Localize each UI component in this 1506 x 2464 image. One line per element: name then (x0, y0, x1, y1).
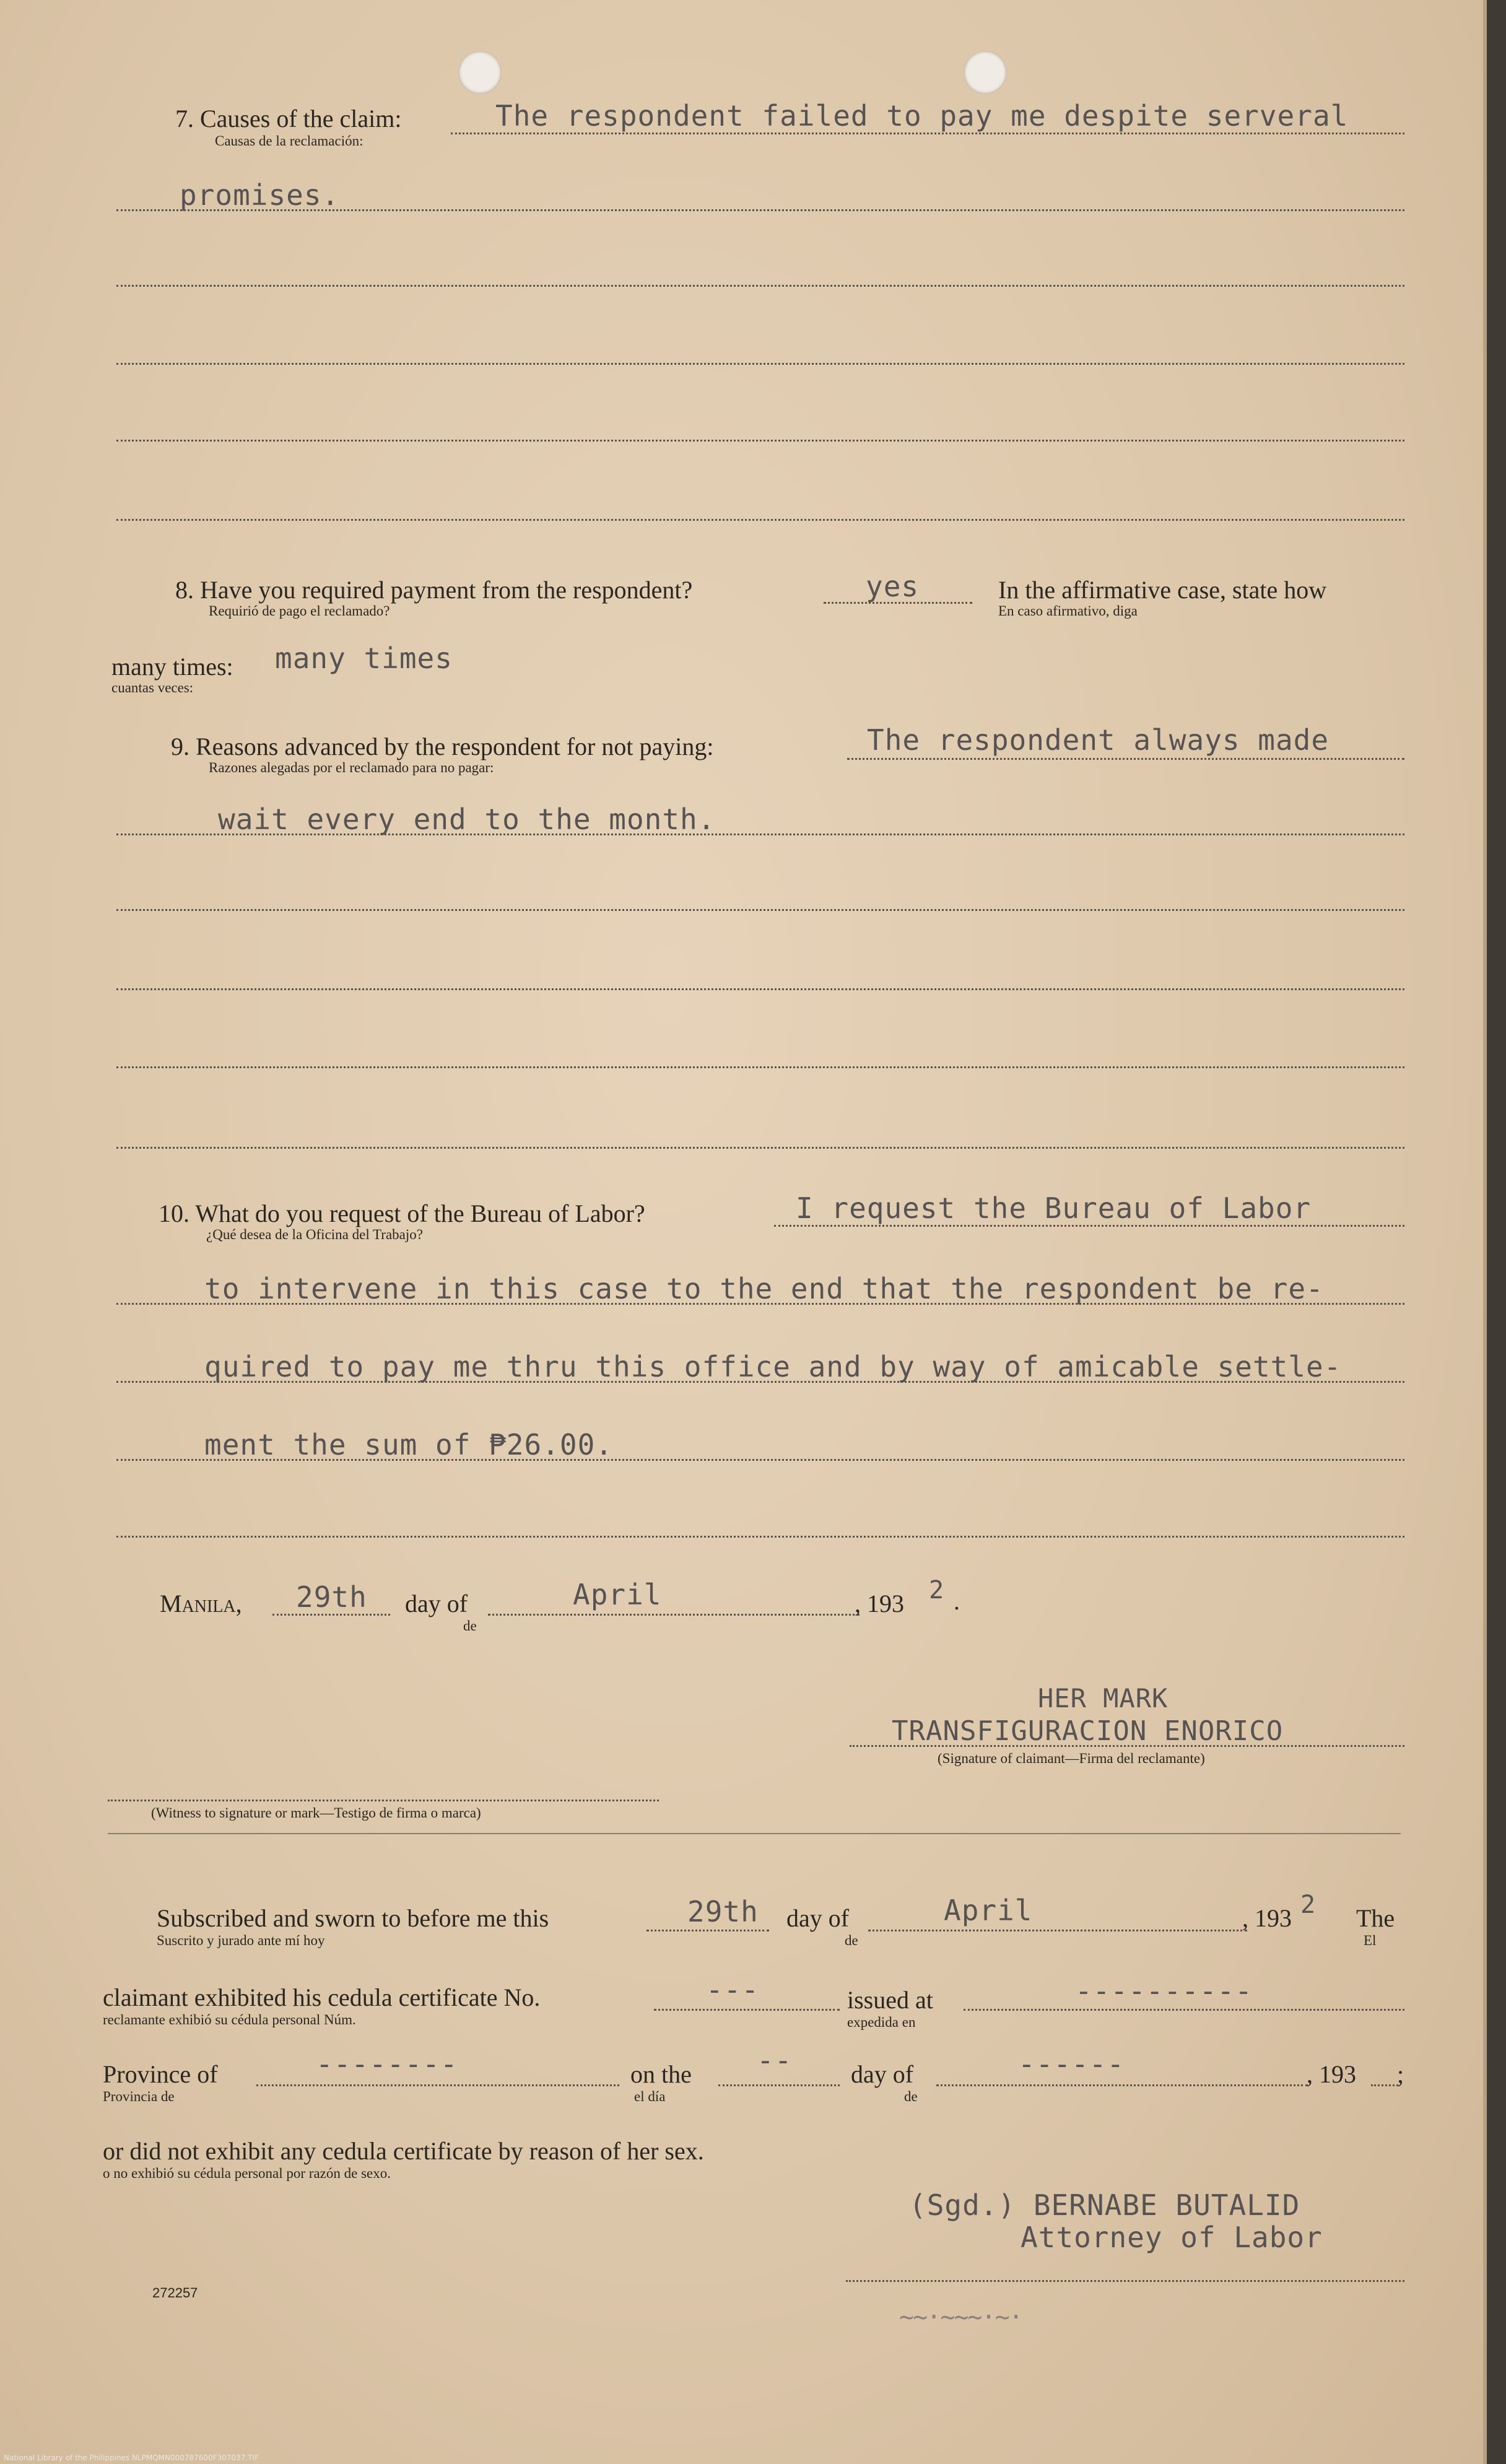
q8-answer: yes (866, 570, 920, 603)
q9-answer-line-1 (847, 758, 1404, 760)
q7-blank-line-5 (116, 440, 1404, 442)
q9-sublabel: Razones alegadas por el reclamado para no pagar: (209, 760, 494, 775)
q7-blank-line-3 (116, 285, 1404, 287)
q8-label: 8. Have you required payment from the respondent? (175, 576, 693, 604)
witness-caption: (Witness to signature or mark—Testigo de firma o marca) (151, 1805, 481, 1821)
claimant-caption: (Signature of claimant—Firma del reclamante) (938, 1751, 1205, 1766)
punch-hole-right (964, 51, 1007, 94)
q8-sublabel: Requirió de pago el reclamado? (209, 603, 390, 619)
q8-affirmative-sub: En caso afirmativo, diga (998, 603, 1138, 619)
claimant-mark: HER MARK (1038, 1683, 1169, 1713)
dateline-month: April (573, 1578, 662, 1611)
jurat-issued-at: issued at (847, 1986, 933, 2014)
q7-answer-1: The respondent failed to pay me despite serveral (495, 99, 1349, 133)
jurat-year2-prefix: , 193 (1307, 2060, 1356, 2088)
q10-answer-4: ment the sum of ₱26.00. (204, 1428, 613, 1461)
jurat-issued-value: ---------- (1075, 1974, 1253, 2008)
section-divider (108, 1833, 1401, 1834)
q9-answer-1: The respondent always made (867, 723, 1330, 757)
dateline-day: 29th (296, 1580, 367, 1614)
jurat-cedula-label: claimant exhibited his cedula certificate No. (103, 1983, 541, 2011)
jurat-on-the-sub: el día (634, 2089, 666, 2104)
jurat-de-2: de (904, 2089, 918, 2104)
q7-label: 7. Causes of the claim: (175, 105, 402, 133)
q10-answer-2: to intervene in this case to the end that the respondent be re- (204, 1272, 1324, 1305)
jurat-year-digit: 2 (1300, 1891, 1317, 1919)
jurat-day: 29th (687, 1895, 759, 1928)
jurat-cedula-sub: reclamante exhibió su cédula personal Núm. (103, 2012, 356, 2027)
claimant-name: TRANSFIGURACION ENORICO (892, 1715, 1284, 1747)
jurat-de: de (845, 1933, 858, 1948)
q8-affirmative: In the affirmative case, state how (998, 576, 1327, 604)
punch-hole-left (458, 51, 502, 94)
q10-answer-3: quired to pay me thru this office and by way of amicable settle- (204, 1350, 1342, 1383)
q9-answer-2: wait every end to the month. (218, 803, 716, 836)
jurat-cedula-line (654, 2009, 840, 2011)
q9-blank-line-6 (116, 1147, 1404, 1149)
q9-blank-line-4 (116, 988, 1404, 990)
claimant-signature-line (850, 1745, 1404, 1747)
jurat-year2-suffix: ; (1397, 2060, 1404, 2088)
q7-answer-line-1 (451, 133, 1404, 134)
jurat-line1-sub: Suscrito y jurado ante mí hoy (157, 1933, 325, 1948)
jurat-on-the-value: -- (757, 2044, 793, 2077)
attorney-signature: (Sgd.) BERNABE BUTALID (909, 2188, 1300, 2222)
jurat-issued-sub: expedida en (847, 2014, 916, 2030)
q7-answer-2: promises. (180, 178, 340, 212)
jurat-province-label: Province of (103, 2060, 218, 2088)
jurat-month-line (868, 1930, 1247, 1931)
q10-answer-1: I request the Bureau of Labor (796, 1191, 1312, 1225)
jurat-province-line (256, 2084, 619, 2086)
q8-times-answer: many times (275, 642, 453, 675)
jurat-day-of-2: day of (851, 2060, 914, 2088)
jurat-day-of-2-line (936, 2084, 1308, 2086)
dateline-year-prefix: , 193 (855, 1590, 904, 1617)
jurat-month: April (944, 1894, 1033, 1927)
dateline-de: de (463, 1618, 477, 1634)
attorney-title: Attorney of Labor (1021, 2221, 1323, 2254)
jurat-no-cedula: or did not exhibit any cedula certificate by reason of her sex. (103, 2137, 704, 2165)
dateline-year-suffix: . (954, 1587, 960, 1615)
jurat-on-the-line (718, 2084, 840, 2086)
q9-blank-line-5 (116, 1066, 1404, 1068)
footer-caption: National Library of the Philippines NLPMQMN000787600F307037.TIF (4, 2453, 259, 2462)
dateline-year-digit: 2 (929, 1576, 945, 1604)
jurat-on-the: on the (630, 2060, 692, 2088)
jurat-issued-line (964, 2009, 1404, 2011)
attorney-signature-line (846, 2280, 1404, 2282)
jurat-no-cedula-sub: o no exhibió su cédula personal por razón de sexo. (103, 2166, 391, 2181)
q8-times-sub: cuantas veces: (111, 680, 194, 695)
q10-blank-line-5 (116, 1536, 1404, 1538)
jurat-year2-line (1371, 2084, 1398, 2086)
q10-sublabel: ¿Qué desea de la Oficina del Trabajo? (206, 1227, 423, 1242)
q10-label: 10. What do you request of the Bureau of Labor? (159, 1199, 645, 1227)
q9-label: 9. Reasons advanced by the respondent for not paying: (171, 733, 714, 760)
jurat-province-sub: Provincia de (103, 2089, 175, 2104)
jurat-day-of-2-value: ------ (1018, 2047, 1125, 2081)
jurat-day-line (646, 1930, 769, 1931)
jurat-day-of: day of (786, 1904, 850, 1932)
form-number: 272257 (152, 2285, 198, 2301)
q7-sublabel: Causas de la reclamación: (215, 133, 363, 149)
q8-times-label: many times: (111, 653, 233, 681)
dateline-day-line (272, 1614, 390, 1616)
q10-answer-line-1 (774, 1225, 1404, 1227)
jurat-el: El (1364, 1933, 1377, 1948)
dateline-month-line (488, 1614, 860, 1616)
q7-blank-line-4 (116, 363, 1404, 365)
jurat-cedula-no: --- (706, 1973, 760, 2006)
jurat-the: The (1356, 1904, 1395, 1932)
dateline-place: Manila, (160, 1590, 242, 1617)
jurat-year-prefix: , 193 (1242, 1904, 1292, 1932)
q9-blank-line-3 (116, 909, 1404, 911)
faded-stamp: ~~·~~~·~· (899, 2303, 1022, 2331)
jurat-line1: Subscribed and sworn to before me this (157, 1904, 549, 1932)
dateline-day-of: day of (405, 1590, 468, 1617)
q7-blank-line-6 (116, 519, 1404, 521)
jurat-province-value: -------- (316, 2047, 458, 2081)
witness-signature-line (108, 1800, 659, 1801)
